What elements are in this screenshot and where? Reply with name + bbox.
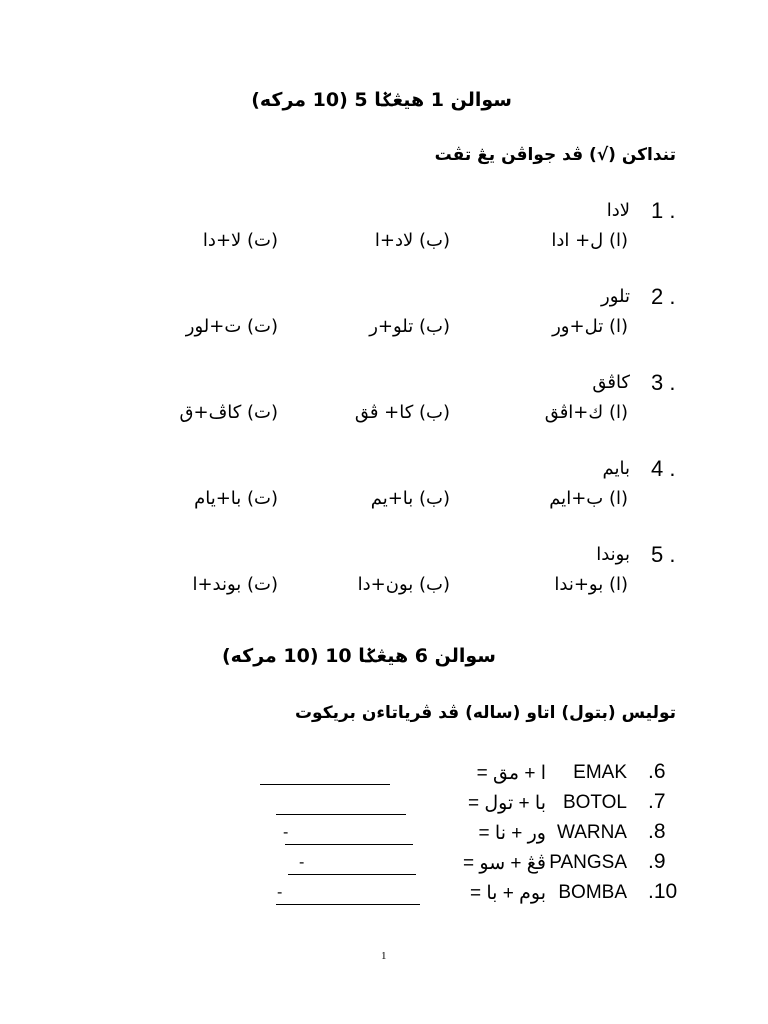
item-equation: = بوم + با bbox=[470, 883, 546, 904]
item-word: EMAK bbox=[573, 762, 627, 783]
option-ba: (ب) بون+دا bbox=[357, 574, 450, 595]
page-number: 1 bbox=[381, 950, 387, 962]
option-alif: (ا) تل+ور bbox=[552, 316, 628, 337]
question-number: 5 . bbox=[651, 542, 676, 567]
question-word: لادا bbox=[606, 200, 630, 221]
question-word: کاڤق bbox=[592, 372, 630, 393]
answer-line[interactable] bbox=[288, 874, 416, 875]
item-number: .6 bbox=[648, 760, 666, 783]
option-ta: (ت) با+يام bbox=[194, 488, 278, 509]
question-word: بوندا bbox=[596, 544, 630, 565]
item-word: WARNA bbox=[556, 822, 627, 843]
item-word: BOTOL bbox=[562, 792, 627, 813]
option-ta: (ت) کاڤ+ق bbox=[179, 402, 278, 423]
question-word: بايم bbox=[602, 458, 630, 479]
option-alif: (ا) ب+ايم bbox=[549, 488, 628, 509]
answer-line[interactable] bbox=[260, 784, 390, 785]
item-word: PANGSA bbox=[549, 852, 627, 873]
answer-line[interactable] bbox=[276, 814, 406, 815]
section1-instruction: تنداکن (√) ڤد جواڤن يڠ تڤت bbox=[434, 145, 676, 165]
item-number: .9 bbox=[648, 850, 666, 873]
option-alif: (ا) بو+ندا bbox=[554, 574, 628, 595]
question-number: 1 . bbox=[651, 198, 676, 223]
item-word: BOMBA bbox=[558, 882, 627, 903]
option-ba: (ب) کا+ ڤق bbox=[354, 402, 450, 423]
item-number: .10 bbox=[648, 880, 678, 903]
answer-dash: - bbox=[283, 824, 289, 841]
section2-instruction: توليس (بتول) اتاو (ساله) ڤد ڤرياتاءن بريکوت bbox=[294, 703, 676, 723]
answer-line[interactable] bbox=[285, 844, 413, 845]
option-alif: (ا) ل+ ادا bbox=[551, 230, 628, 251]
option-ta: (ت) ت+لور bbox=[185, 316, 278, 337]
option-alif: (ا) ك+اڤق bbox=[544, 402, 628, 423]
question-number: 2 . bbox=[651, 284, 676, 309]
item-number: .8 bbox=[648, 820, 666, 843]
item-equation: = با + تول bbox=[467, 793, 546, 814]
option-ta: (ت) لا+دا bbox=[202, 230, 278, 251]
option-ta: (ت) بوند+ا bbox=[192, 574, 278, 595]
item-equation: = ور + نا bbox=[478, 823, 546, 844]
answer-line[interactable] bbox=[276, 904, 420, 905]
option-ba: (ب) با+يم bbox=[370, 488, 450, 509]
answer-dash: - bbox=[277, 884, 283, 901]
section2-title: سوالن 6 هيڠݢا 10 (10 مرکه) bbox=[221, 645, 496, 667]
section1-title: سوالن 1 هيڠݢا 5 (10 مرکه) bbox=[251, 89, 512, 111]
answer-dash: - bbox=[299, 854, 305, 871]
item-equation: = ا + مق bbox=[476, 763, 546, 784]
item-equation: = ڤڠ + سو bbox=[463, 853, 546, 874]
question-number: 4 . bbox=[651, 456, 676, 481]
item-number: .7 bbox=[648, 790, 666, 813]
question-word: تلور bbox=[601, 286, 630, 307]
question-number: 3 . bbox=[651, 370, 676, 395]
option-ba: (ب) لاد+ا bbox=[374, 230, 450, 251]
option-ba: (ب) تلو+ر bbox=[369, 316, 450, 337]
